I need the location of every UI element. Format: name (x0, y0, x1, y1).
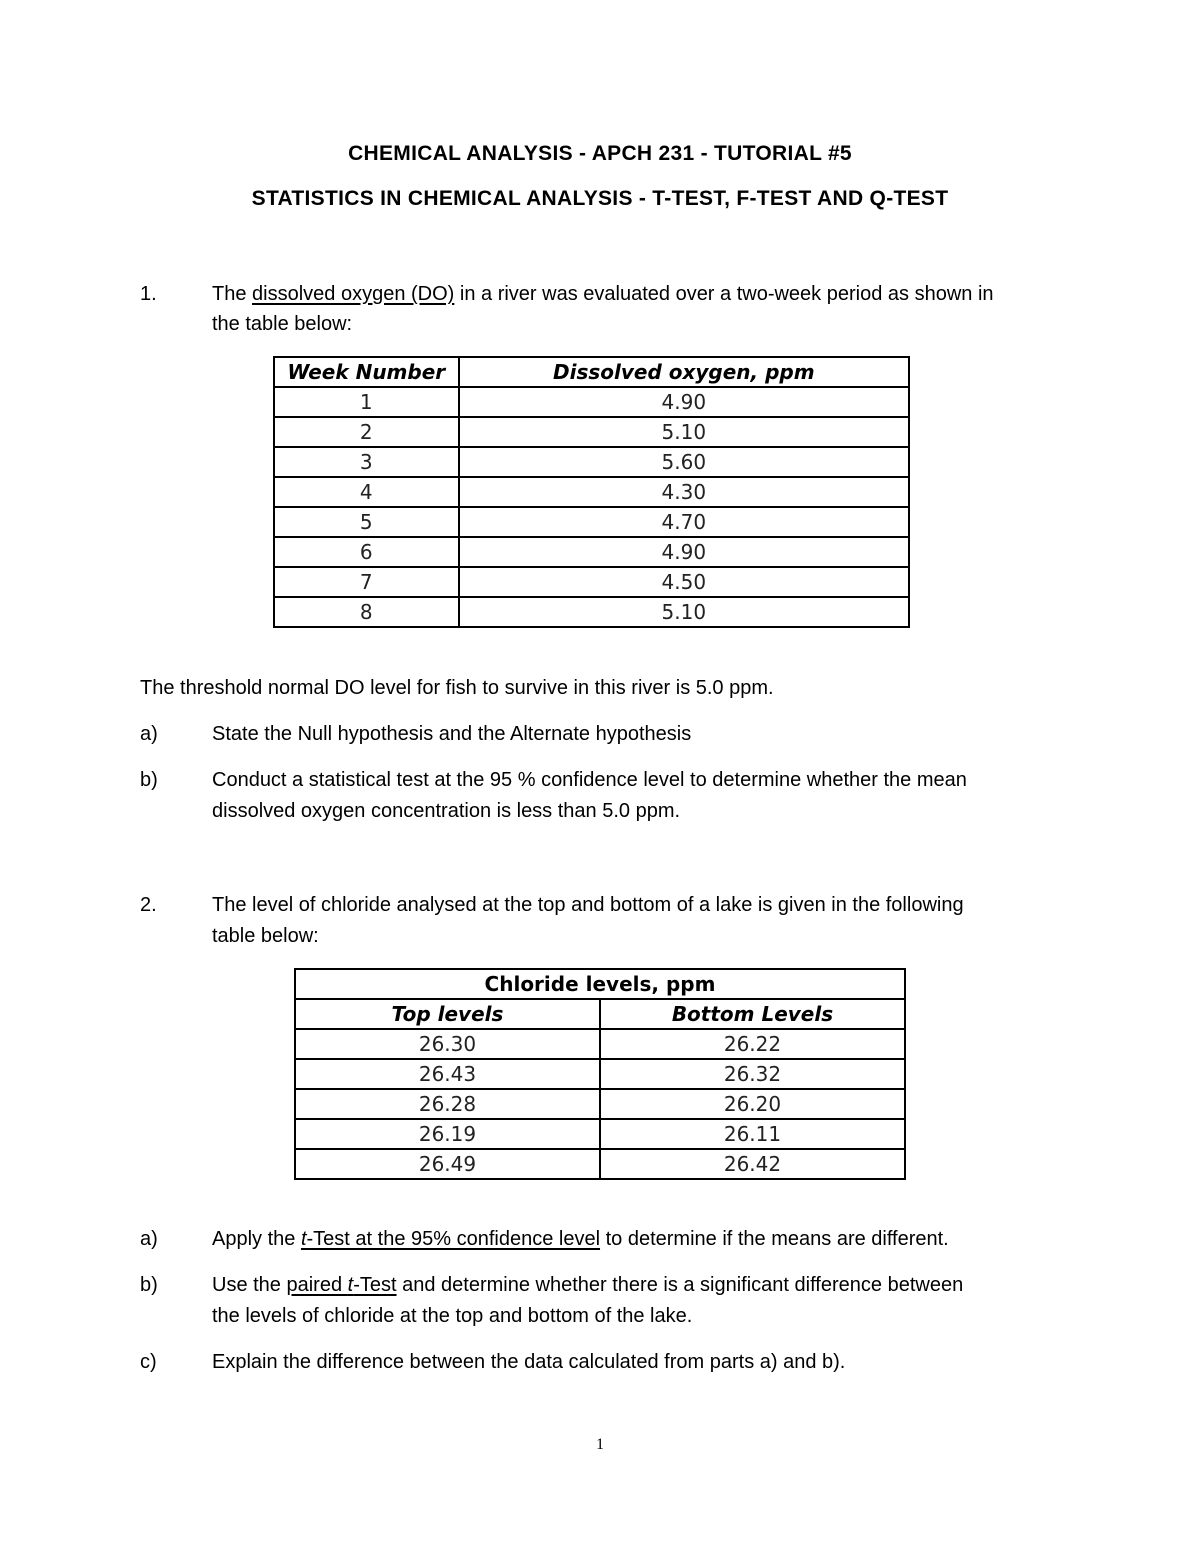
chloride-table (294, 968, 906, 1180)
do-cell: 5.10 (459, 597, 909, 627)
threshold-statement: The threshold normal DO level for fish to survive in this river is 5.0 ppm. (140, 677, 774, 699)
dissolved-oxygen-table (273, 356, 910, 628)
table-row (295, 1149, 905, 1179)
bottom-level-cell: 26.20 (600, 1089, 905, 1119)
top-level-cell: 26.30 (295, 1029, 600, 1059)
question-1-intro: The dissolved oxygen (DO) in a river was evaluated over a two-week period as shown in (212, 283, 994, 305)
part-label: a) (140, 1228, 158, 1250)
bottom-level-cell: 26.22 (600, 1029, 905, 1059)
question-1-number: 1. (140, 283, 157, 305)
part-label: b) (140, 769, 158, 791)
week-cell: 6 (274, 537, 459, 567)
question-2-intro-line2: table below: (212, 925, 319, 947)
week-cell: 5 (274, 507, 459, 537)
table-row (274, 507, 909, 537)
question-2-part-a: Apply the t-Test at the 95% confidence level to determine if the means are different. (212, 1228, 949, 1250)
top-level-cell: 26.49 (295, 1149, 600, 1179)
do-cell: 4.90 (459, 537, 909, 567)
top-level-cell: 26.19 (295, 1119, 600, 1149)
question-2-number: 2. (140, 894, 157, 916)
table-header-dissolved-oxygen: Dissolved oxygen, ppm (459, 357, 909, 387)
do-cell: 4.50 (459, 567, 909, 597)
week-cell: 2 (274, 417, 459, 447)
table-row (274, 537, 909, 567)
table-row (274, 567, 909, 597)
question-1-intro-line2: the table below: (212, 313, 353, 335)
part-b-text: Conduct a statistical test at the 95 % confidence level to determine whether the mean (212, 769, 967, 791)
dissolved-oxygen-term: dissolved oxygen (DO) (252, 283, 455, 305)
question-2-intro: The level of chloride analysed at the top and bottom of a lake is given in the following (212, 894, 964, 916)
table-row (274, 597, 909, 627)
table-row (295, 1119, 905, 1149)
chloride-table-title: Chloride levels, ppm (295, 969, 905, 999)
part-label: a) (140, 723, 158, 745)
page-number: 1 (596, 1436, 604, 1453)
question-2-part-b: Use the paired t-Test and determine whether there is a significant difference between (212, 1274, 964, 1296)
table-row (274, 477, 909, 507)
top-level-cell: 26.43 (295, 1059, 600, 1089)
week-cell: 4 (274, 477, 459, 507)
table-row (274, 447, 909, 477)
week-cell: 7 (274, 567, 459, 597)
table-row (274, 387, 909, 417)
do-cell: 4.30 (459, 477, 909, 507)
top-level-cell: 26.28 (295, 1089, 600, 1119)
document-subtitle: STATISTICS IN CHEMICAL ANALYSIS - T-TEST, F-TEST AND Q-TEST (251, 187, 949, 210)
table-row (295, 1089, 905, 1119)
do-cell: 4.90 (459, 387, 909, 417)
week-cell: 1 (274, 387, 459, 417)
part-a-text: State the Null hypothesis and the Alternate hypothesis (212, 723, 692, 745)
bottom-level-cell: 26.32 (600, 1059, 905, 1089)
bottom-level-cell: 26.11 (600, 1119, 905, 1149)
do-cell: 5.60 (459, 447, 909, 477)
week-cell: 3 (274, 447, 459, 477)
do-cell: 4.70 (459, 507, 909, 537)
part-b-text-line2: dissolved oxygen concentration is less than 5.0 ppm. (212, 800, 681, 822)
question-2-part-b-line2: the levels of chloride at the top and bottom of the lake. (212, 1305, 693, 1327)
t-test-term: t-Test at the 95% confidence level (300, 1228, 601, 1250)
question-2-part-c: Explain the difference between the data calculated from parts a) and b). (212, 1351, 846, 1373)
part-label: c) (140, 1351, 157, 1373)
table-header-top-levels: Top levels (295, 999, 600, 1029)
document-title: CHEMICAL ANALYSIS - APCH 231 - TUTORIAL #5 (348, 142, 852, 165)
table-row (295, 1029, 905, 1059)
week-cell: 8 (274, 597, 459, 627)
part-label: b) (140, 1274, 158, 1296)
table-header-week-number: Week Number (274, 357, 459, 387)
paired-t-test-term: paired t-Test (286, 1274, 397, 1296)
table-row (295, 1059, 905, 1089)
table-header-bottom-levels: Bottom Levels (600, 999, 905, 1029)
do-cell: 5.10 (459, 417, 909, 447)
table-row (274, 417, 909, 447)
bottom-level-cell: 26.42 (600, 1149, 905, 1179)
